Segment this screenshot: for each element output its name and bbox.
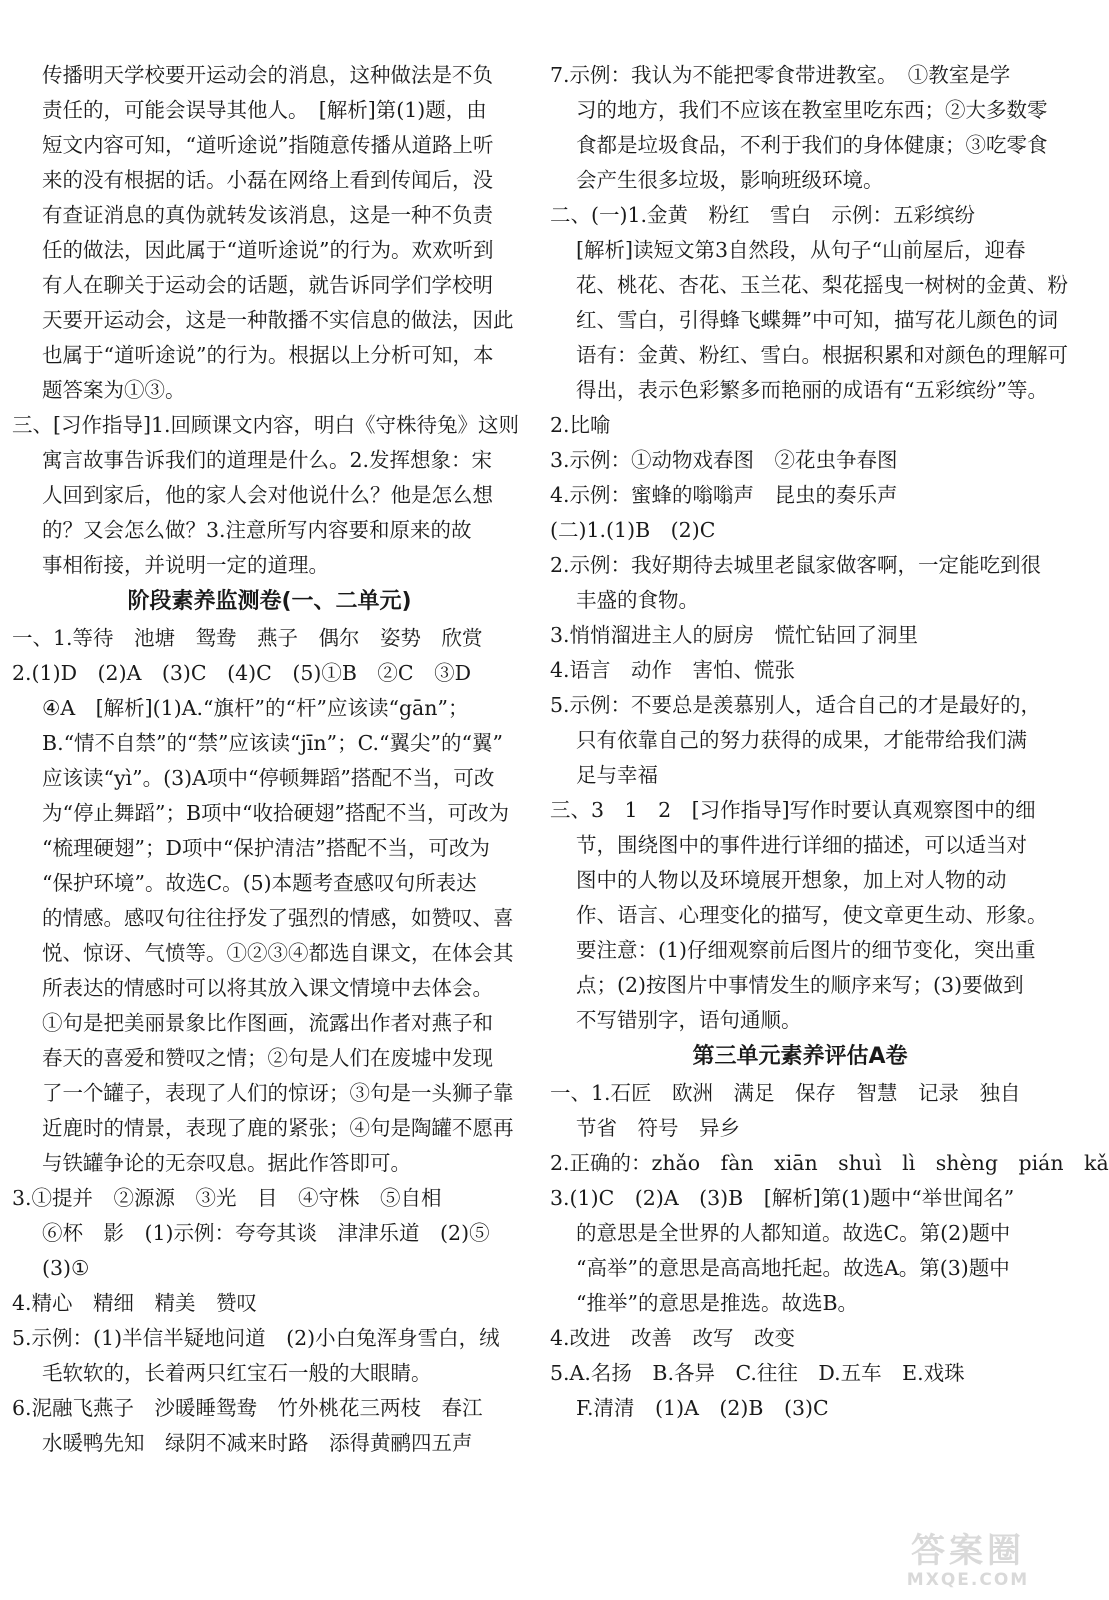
text-line: 传播明天学校要开运动会的消息，这种做法是不负 [42, 63, 493, 87]
text-line: 足与幸福 [576, 763, 658, 787]
text-line: 丰盛的食物。 [576, 588, 699, 612]
text-line: 应该读“yì”。(3)A项中“停顿舞蹈”搭配不当，可改 [42, 766, 495, 790]
text-line: ⑥杯 影 (1)示例：夸夸其谈 津津乐道 (2)⑤ [42, 1221, 490, 1245]
text-line: “推举”的意思是推选。故选B。 [576, 1291, 859, 1315]
left-column [12, 58, 527, 1461]
text-line: (3)① [42, 1256, 90, 1280]
text-line: 食都是垃圾食品，不利于我们的身体健康；③吃零食 [576, 133, 1048, 157]
text-line: 5.示例：(1)半信半疑地问道 (2)小白兔浑身雪白，绒 [12, 1326, 500, 1350]
text-line: 的意思是全世界的人都知道。故选C。第(2)题中 [576, 1221, 1011, 1245]
text-line: 节省 符号 异乡 [576, 1116, 740, 1140]
text-line: 3.悄悄溜进主人的厨房 慌忙钻回了洞里 [550, 623, 919, 647]
text-line: 春天的喜爱和赞叹之情；②句是人们在废墟中发现 [42, 1046, 493, 1070]
text-line: 只有依靠自己的努力获得的成果，才能带给我们满 [576, 728, 1027, 752]
text-line: ①句是把美丽景象比作图画，流露出作者对燕子和 [42, 1011, 493, 1035]
text-line: 4.改进 改善 改写 改变 [550, 1326, 796, 1350]
text-line: 不写错别字，语句通顺。 [576, 1008, 802, 1032]
text-line: 习的地方，我们不应该在教室里吃东西；②大多数零 [576, 98, 1048, 122]
text-line: 责任的，可能会误导其他人。 [解析]第(1)题，由 [42, 98, 487, 122]
text-line: 事相衔接，并说明一定的道理。 [42, 553, 329, 577]
text-line: 图中的人物以及环境展开想象，加上对人物的动 [576, 868, 1007, 892]
text-line: 6.泥融飞燕子 沙暖睡鸳鸯 竹外桃花三两枝 春江 [12, 1396, 483, 1420]
text-line: [解析]读短文第3自然段，从句子“山前屋后，迎春 [576, 238, 1026, 262]
text-line: 有人在聊关于运动会的话题，就告诉同学们学校明 [42, 273, 493, 297]
text-line: 了一个罐子，表现了人们的惊讶；③句是一头狮子靠 [42, 1081, 514, 1105]
text-line: 与铁罐争论的无奈叹息。据此作答即可。 [42, 1151, 411, 1175]
text-line: 花、桃花、杏花、玉兰花、梨花摇曳一树树的金黄、粉 [576, 273, 1068, 297]
right-column [550, 58, 1109, 1426]
text-line: 作、语言、心理变化的描写，使文章更生动、形象。 [576, 903, 1048, 927]
text-line: “保护环境”。故选C。(5)本题考查感叹句所表达 [42, 871, 477, 895]
text-line: 会产生很多垃圾，影响班级环境。 [576, 168, 884, 192]
watermark-url: MXQE.COM [906, 1570, 1030, 1590]
text-line: 4.示例：蜜蜂的嗡嗡声 昆虫的奏乐声 [550, 483, 898, 507]
text-line: 所表达的情感时可以将其放入课文情境中去体会。 [42, 976, 493, 1000]
text-line: 4.精心 精细 精美 赞叹 [12, 1291, 258, 1315]
text-line: 的？又会怎么做？3.注意所写内容要和原来的故 [42, 518, 472, 542]
text-line: 5.A.名扬 B.各异 C.往往 D.五车 E.戏珠 [550, 1361, 965, 1385]
text-line: 一、1.石匠 欧洲 满足 保存 智慧 记录 独自 [550, 1081, 1021, 1105]
text-line: 水暖鸭先知 绿阴不减来时路 添得黄鹂四五声 [42, 1431, 473, 1455]
text-line: F.清清 (1)A (2)B (3)C [576, 1396, 829, 1420]
watermark-logo-text: 答案圈 [911, 1531, 1025, 1571]
text-line: 寓言故事告诉我们的道理是什么。2.发挥想象：宋 [42, 448, 493, 472]
text-line: 的情感。感叹句往往抒发了强烈的情感，如赞叹、喜 [42, 906, 514, 930]
text-line: 要注意：(1)仔细观察前后图片的细节变化，突出重 [576, 938, 1036, 962]
text-line: 语有：金黄、粉红、雪白。根据积累和对颜色的理解可 [576, 343, 1068, 367]
text-line: 3.①提并 ②源源 ③光 目 ④守株 ⑤自相 [12, 1186, 442, 1210]
text-line: “梳理硬翅”；D项中“保护清洁”搭配不当，可改为 [42, 836, 490, 860]
text-line: B.“情不自禁”的“禁”应该读“jīn”；C.“翼尖”的“翼” [42, 731, 503, 755]
text-line: 有查证消息的真伪就转发该消息，这是一种不负责 [42, 203, 493, 227]
text-line: 天要开运动会，这是一种散播不实信息的做法，因此 [42, 308, 514, 332]
text-line: 为“停止舞蹈”；B项中“收拾硬翅”搭配不当，可改为 [42, 801, 509, 825]
text-line: 3.示例：①动物戏春图 ②花虫争春图 [550, 448, 898, 472]
watermark-logo [868, 1532, 1068, 1592]
text-line: 也属于“道听途说”的行为。根据以上分析可知，本 [42, 343, 494, 367]
text-line: 7.示例：我认为不能把零食带进教室。 ①教室是学 [550, 63, 1011, 87]
text-line: 节，围绕图中的事件进行详细的描述，可以适当对 [576, 833, 1027, 857]
text-line: 三、3 1 2 [习作指导]写作时要认真观察图中的细 [550, 798, 1036, 822]
text-line: 5.示例：不要总是羡慕别人，适合自己的才是最好的， [550, 693, 1042, 717]
text-line: 红、雪白，引得蜂飞蝶舞”中可知，描写花儿颜色的词 [576, 308, 1058, 332]
text-line: ④A [解析](1)A.“旗杆”的“杆”应该读“gān”； [42, 696, 469, 720]
text-line: 短文内容可知，“道听途说”指随意传播从道路上听 [42, 133, 494, 157]
section-heading: 第三单元素养评估A卷 [692, 1044, 908, 1069]
text-line: 2.比喻 [550, 413, 611, 437]
text-line: “高举”的意思是高高地托起。故选A。第(3)题中 [576, 1256, 1010, 1280]
text-line: 人回到家后，他的家人会对他说什么？他是怎么想 [42, 483, 493, 507]
text-line: 悦、惊讶、气愤等。①②③④都选自课文，在体会其 [42, 941, 514, 965]
text-line: 三、[习作指导]1.回顾课文内容，明白《守株待兔》这则 [12, 413, 520, 437]
text-line: 毛软软的，长着两只红宝石一般的大眼睛。 [42, 1361, 432, 1385]
text-line: (二)1.(1)B (2)C [550, 518, 716, 542]
text-line: 题答案为①③。 [42, 378, 186, 402]
text-line: 2.(1)D (2)A (3)C (4)C (5)①B ②C ③D [12, 661, 472, 685]
text-line: 任的做法，因此属于“道听途说”的行为。欢欢听到 [42, 238, 494, 262]
text-line: 二、(一)1.金黄 粉红 雪白 示例：五彩缤纷 [550, 203, 976, 227]
section-heading: 阶段素养监测卷(一、二单元) [127, 589, 412, 614]
text-line: 3.(1)C (2)A (3)B [解析]第(1)题中“举世闻名” [550, 1186, 1015, 1210]
text-line: 近鹿时的情景，表现了鹿的紧张；④句是陶罐不愿再 [42, 1116, 514, 1140]
text-line: 2.正确的：zhǎo fàn xiān shuì lì shèng pián kǎ [550, 1151, 1109, 1175]
text-line: 点；(2)按图片中事情发生的顺序来写；(3)要做到 [576, 973, 1024, 997]
text-line: 2.示例：我好期待去城里老鼠家做客啊，一定能吃到很 [550, 553, 1042, 577]
text-line: 4.语言 动作 害怕、慌张 [550, 658, 796, 682]
text-line: 来的没有根据的话。小磊在网络上看到传闻后，没 [42, 168, 493, 192]
text-line: 得出，表示色彩繁多而艳丽的成语有“五彩缤纷”等。 [576, 378, 1048, 402]
text-line: 一、1.等待 池塘 鸳鸯 燕子 偶尔 姿势 欣赏 [12, 626, 483, 650]
